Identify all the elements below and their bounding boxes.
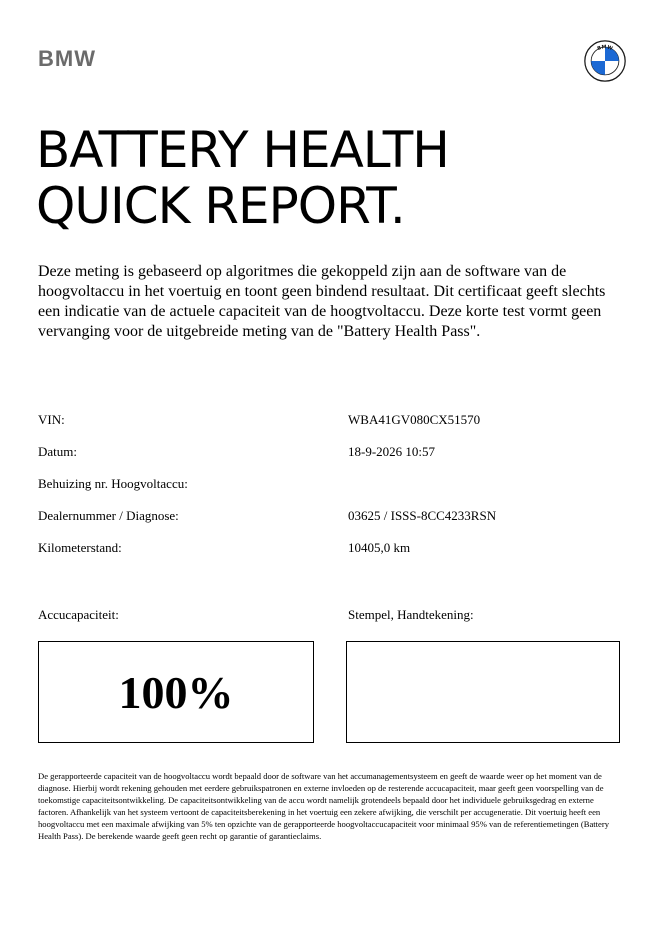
info-row-vin <box>38 412 628 444</box>
info-row-dealer <box>38 508 628 540</box>
dealer-value: 03625 / ISSS-8CC4233RSN <box>348 508 497 523</box>
capacity-label: Accucapaciteit: <box>38 607 119 622</box>
capacity-value: 100% <box>118 667 234 718</box>
report-title <box>36 122 449 234</box>
brand-wordmark: BMW <box>38 46 96 71</box>
stamp-label: Stempel, Handtekening: <box>348 607 474 622</box>
stamp-signature-box <box>346 641 620 743</box>
vin-value: WBA41GV080CX51570 <box>348 412 481 427</box>
date-value: 18-9-2026 10:57 <box>348 444 436 459</box>
date-label: Datum: <box>38 444 77 459</box>
title-line-1: BATTERY HEALTH <box>36 121 449 179</box>
mileage-label: Kilometerstand: <box>38 540 122 555</box>
vehicle-info <box>38 412 628 572</box>
logo-letters: BMW <box>596 44 614 53</box>
vin-label: VIN: <box>38 412 65 427</box>
capacity-box <box>38 641 314 743</box>
disclaimer-footnote: De gerapporteerde capaciteit van de hoogvoltaccu wordt bepaald door de software van het accumanagementsysteem en geeft de waarde weer op het moment van de diagnose. Hierbij wordt rekening gehouden met eerdere gebruikspatronen en externe invloeden op de resterende accucapaciteit, maar geeft geen voorspelling van de toekomstige capaciteitsontwikkeling. De capaciteitsontwikkeling van de accu wordt namelijk grotendeels bepaald door het individuele gebruiksgedrag en externe factoren. Afhankelijk van het systeem vertoont de capaciteitsberekening in het voertuig een zekere afwijking, die verschilt per accugeneratie. Dit voertuig heeft een hoogvoltaccu met een maximale afwijking van 5% ten opzichte van de gerapporteerde hoogvoltaccucapaciteit voor minimaal 95% van de referentiemetingen (Battery Health Pass). De berekende waarde geeft geen recht op garantie of garantieclaims. <box>38 771 610 841</box>
title-line-2: QUICK REPORT. <box>36 177 405 235</box>
bmw-roundel-icon <box>584 40 626 82</box>
dealer-label: Dealernummer / Diagnose: <box>38 508 179 523</box>
info-row-mileage <box>38 540 628 572</box>
mileage-value: 10405,0 km <box>348 540 411 555</box>
housing-label: Behuizing nr. Hoogvoltaccu: <box>38 476 188 491</box>
intro-paragraph: Deze meting is gebaseerd op algoritmes die gekoppeld zijn aan de software van de hoogvoltaccu in het voertuig en toont geen bindend resultaat. Dit certificaat geeft slechts een indicatie van de actuele capaciteit van de hoogtvoltaccu. Deze korte test vormt geen vervanging voor de uitgebreide meting van de "Battery Health Pass". <box>38 263 606 340</box>
info-row-date <box>38 444 628 476</box>
info-row-housing <box>38 476 628 508</box>
